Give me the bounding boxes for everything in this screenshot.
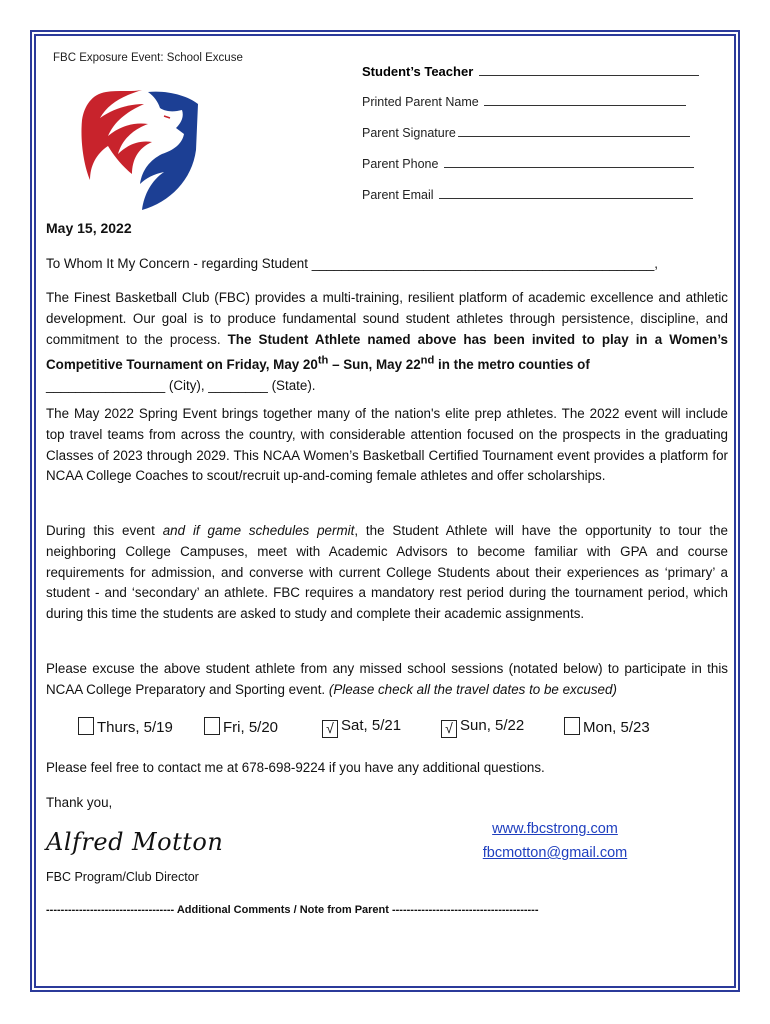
parent-phone-field[interactable]: Parent Phone [362, 157, 702, 188]
checkbox-thurs[interactable]: Thurs, 5/19 [78, 717, 173, 736]
checkbox-sat[interactable]: √ Sat, 5/21 [322, 717, 401, 738]
paragraph-excuse: Please excuse the above student athlete from any missed school sessions (notated below) to participate in this NCAA College Preparatory and Sporting event. (Please check all the travel dates to be excused) [46, 661, 728, 697]
checkbox-sun[interactable]: √ Sun, 5/22 [441, 717, 524, 738]
letter-date: May 15, 2022 [46, 220, 132, 236]
parent-signature-field[interactable]: Parent Signature [362, 126, 702, 157]
paragraph-tour: During this event and if game schedules permit, the Student Athlete will have the opportunity to tour the neighboring College Campuses, meet with Academic Advisors to become familiar with GPA and course requirements for admission, and converse with current College Students about their experiences as ‘primary’ a student - and ‘secondary’ an athlete. FBC requires a mandatory rest period during the tournament period, which during this time the students are asked to study and complete their academic assignments. [46, 523, 729, 622]
paragraph-event: The May 2022 Spring Event brings together many of the nation's elite prep athletes. The 2022 event will include top travel teams from across the country, with considerable attention focused on the prospects in the graduating Classes of 2023 through 2029. This NCAA Women’s Basketball Certified Tournament event provides a platform for NCAA College Coaches to scout/recruit up-and-coming female athletes and offer scholarships. [46, 406, 728, 484]
checkbox-mon[interactable]: Mon, 5/23 [564, 717, 650, 736]
teacher-field[interactable]: Student’s Teacher [362, 64, 702, 95]
paragraph-intro [46, 288, 728, 396]
check-icon[interactable]: √ [322, 720, 338, 738]
email-link[interactable]: fbcmotton@gmail.com [482, 845, 628, 861]
check-icon[interactable]: √ [441, 720, 457, 738]
invite-text: The Student Athlete named above has been invited to play in a Women’s Competitive Tournament on Friday, May 20th – Sun, May 22nd in the metro counties of [46, 331, 728, 372]
website-link[interactable]: www.fbcstrong.com [492, 821, 618, 837]
director-title: FBC Program/Club Director [46, 870, 199, 884]
closing-thanks: Thank you, [46, 795, 113, 810]
lion-head-shield-logo [78, 82, 200, 212]
parent-name-field[interactable]: Printed Parent Name [362, 95, 702, 126]
intro-text: The Finest Basketball Club (FBC) provides a multi-training, resilient platform of academic excellence and athletic development. Our goal is to produce fundamental sound student athletes through persistence, discipline, and commitment to the process. [46, 290, 728, 347]
document-header-label: FBC Exposure Event: School Excuse [53, 52, 243, 64]
checkbox-box[interactable] [204, 717, 220, 735]
parent-email-field[interactable]: Parent Email [362, 188, 702, 219]
checkbox-box[interactable] [564, 717, 580, 735]
contact-line: Please feel free to contact me at 678-698-9224 if you have any additional questions. [46, 760, 545, 775]
parent-info-fields [362, 64, 702, 219]
contact-links [470, 817, 640, 865]
additional-comments-divider: ----------------------------------- Additional Comments / Note from Parent ---------------------------------------- [46, 904, 539, 916]
salutation: To Whom It My Concern - regarding Student ______________________________________________, [46, 256, 658, 271]
handwritten-signature: Alfred Motton [46, 828, 224, 856]
city-state-text: ________________ (City), ________ (State). [46, 377, 316, 393]
checkbox-fri[interactable]: Fri, 5/20 [204, 717, 278, 736]
checkbox-box[interactable] [78, 717, 94, 735]
